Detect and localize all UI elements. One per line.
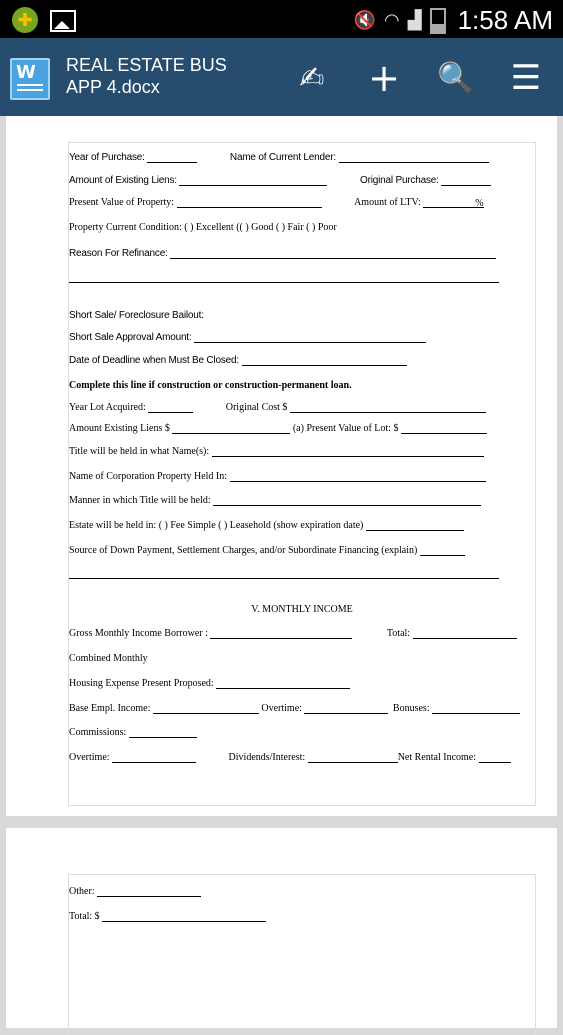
app-notification-icon: ✚ — [12, 7, 38, 33]
document-title-line2: APP 4.docx — [66, 77, 160, 97]
gross-monthly-field[interactable] — [210, 629, 352, 639]
form-row-manner — [69, 495, 481, 506]
overtime2-field[interactable] — [112, 753, 196, 763]
original-purchase-label: Original Purchase: — [360, 175, 439, 186]
pen-icon[interactable]: ✍ — [299, 60, 325, 96]
overtime-label: Overtime: — [261, 703, 302, 714]
signal-icon: ▟ — [407, 10, 422, 31]
current-lender-field[interactable] — [339, 153, 489, 163]
total-dollar-label: Total: $ — [69, 911, 100, 922]
form-row-other — [69, 886, 201, 897]
title-names-field[interactable] — [212, 447, 484, 457]
existing-liens-dollar-field[interactable] — [172, 424, 290, 434]
corporation-label: Name of Corporation Property Held In: — [69, 471, 228, 482]
form-row-corporation — [69, 471, 486, 482]
housing-expense-label: Housing Expense Present Proposed: — [69, 678, 214, 689]
overtime2-label: Overtime: — [69, 752, 110, 763]
dividends-field[interactable] — [308, 753, 398, 763]
page-frame-2 — [68, 874, 536, 1035]
form-row-liens — [69, 175, 491, 186]
other-label: Other: — [69, 886, 95, 897]
existing-liens-dollar-label: Amount Existing Liens $ — [69, 423, 170, 434]
ltv-label: Amount of LTV: — [354, 197, 421, 208]
form-row-liens-lot — [69, 423, 487, 434]
gallery-notification-icon — [50, 10, 76, 32]
net-rental-field[interactable] — [479, 753, 511, 763]
commissions-label: Commissions: — [69, 727, 127, 738]
menu-icon[interactable]: ☰ — [510, 58, 542, 98]
form-row-gross-monthly — [69, 628, 517, 639]
bonuses-label: Bonuses: — [392, 703, 430, 714]
short-sale-amount-label: Short Sale Approval Amount: — [69, 332, 192, 343]
deadline-label: Date of Deadline when Must Be Closed: — [69, 355, 239, 366]
document-title-line1: REAL ESTATE BUS — [66, 55, 227, 75]
net-rental-label: Net Rental Income: — [397, 752, 477, 763]
manner-title-field[interactable] — [213, 496, 481, 506]
other-field[interactable] — [97, 887, 201, 897]
gross-monthly-label: Gross Monthly Income Borrower : — [69, 628, 208, 639]
year-lot-label: Year Lot Acquired: — [69, 402, 146, 413]
source-down-label: Source of Down Payment, Settlement Charges, and/or Subordinate Financing (explain) — [69, 545, 418, 556]
year-purchase-label: Year of Purchase: — [69, 152, 145, 163]
existing-liens-field[interactable] — [179, 176, 327, 186]
document-page-1[interactable] — [6, 116, 557, 816]
monthly-income-heading: V. MONTHLY INCOME — [251, 604, 353, 615]
overtime-field[interactable] — [304, 704, 388, 714]
form-row-estate — [69, 520, 464, 531]
present-value-lot-label: (a) Present Value of Lot: $ — [292, 423, 399, 434]
form-row-commissions — [69, 727, 197, 738]
short-sale-amount-field[interactable] — [194, 333, 426, 343]
present-value-label: Present Value of Property: — [69, 197, 175, 208]
form-row-value-ltv — [69, 197, 484, 208]
base-empl-field[interactable] — [153, 704, 259, 714]
form-row-source-down-cont — [69, 568, 499, 579]
deadline-field[interactable] — [242, 356, 407, 366]
base-empl-label: Base Empl. Income: — [69, 703, 151, 714]
form-row-year-lender — [69, 152, 489, 163]
source-down-field-line2[interactable] — [69, 569, 499, 579]
word-document-icon[interactable] — [10, 58, 50, 100]
form-row-total-dollar — [69, 911, 266, 922]
form-row-reason — [69, 248, 496, 259]
wifi-icon: ◠ — [384, 10, 400, 31]
form-row-base-empl — [69, 703, 520, 714]
existing-liens-label: Amount of Existing Liens: — [69, 175, 177, 186]
form-row-title-names — [69, 446, 484, 457]
housing-expense-field[interactable] — [216, 679, 350, 689]
total-label: Total: — [386, 628, 411, 639]
source-down-field[interactable] — [420, 546, 465, 556]
add-icon[interactable]: + — [368, 56, 400, 100]
ltv-field[interactable] — [423, 198, 475, 208]
reason-field-line2[interactable] — [69, 273, 499, 283]
form-row-overtime-dividends — [69, 752, 511, 763]
commissions-field[interactable] — [129, 728, 197, 738]
status-bar — [0, 0, 563, 38]
title-names-label: Title will be held in what Name(s): — [69, 446, 210, 457]
current-lender-label: Name of Current Lender: — [229, 152, 336, 163]
manner-title-label: Manner in which Title will be held: — [69, 495, 211, 506]
present-value-lot-field[interactable] — [401, 424, 487, 434]
year-purchase-field[interactable] — [147, 153, 197, 163]
doc-icon-letter: W — [16, 62, 36, 83]
app-toolbar — [0, 38, 563, 116]
original-purchase-field[interactable] — [441, 176, 491, 186]
estate-field[interactable] — [366, 521, 464, 531]
reason-field[interactable] — [170, 249, 496, 259]
bonuses-field[interactable] — [432, 704, 520, 714]
original-cost-label: Original Cost $ — [225, 402, 288, 413]
form-row-lot — [69, 402, 486, 413]
form-row-combined-monthly: Combined Monthly — [69, 653, 148, 664]
construction-note: Complete this line if construction or construction-permanent loan. — [69, 380, 352, 391]
present-value-field[interactable] — [177, 198, 322, 208]
ltv-percent: % — [475, 198, 484, 209]
total-field[interactable] — [413, 629, 517, 639]
form-row-short-sale-amount — [69, 332, 426, 343]
original-cost-field[interactable] — [290, 403, 486, 413]
form-row-housing-expense — [69, 678, 350, 689]
status-clock: 1:58 AM — [457, 5, 553, 35]
form-row-condition[interactable]: Property Current Condition: ( ) Excellent (( ) Good ( ) Fair ( ) Poor — [69, 222, 337, 233]
total-dollar-field[interactable] — [102, 912, 266, 922]
document-title — [66, 54, 227, 98]
form-row-deadline — [69, 355, 407, 366]
form-row-short-sale[interactable]: Short Sale/ Foreclosure Bailout: — [69, 310, 204, 321]
mute-icon: 🔇 — [353, 10, 377, 31]
reason-label: Reason For Refinance: — [69, 248, 168, 259]
document-page-2[interactable] — [6, 828, 557, 1028]
form-row-source-down — [69, 545, 465, 556]
year-lot-field[interactable] — [148, 403, 193, 413]
estate-label: Estate will be held in: ( ) Fee Simple ( ) Leasehold (show expiration date) — [69, 520, 364, 531]
battery-icon — [430, 8, 446, 34]
corporation-field[interactable] — [230, 472, 486, 482]
dividends-label: Dividends/Interest: — [228, 752, 306, 763]
form-row-reason-cont — [69, 272, 499, 283]
find-replace-icon[interactable]: 🔍 — [437, 60, 475, 96]
